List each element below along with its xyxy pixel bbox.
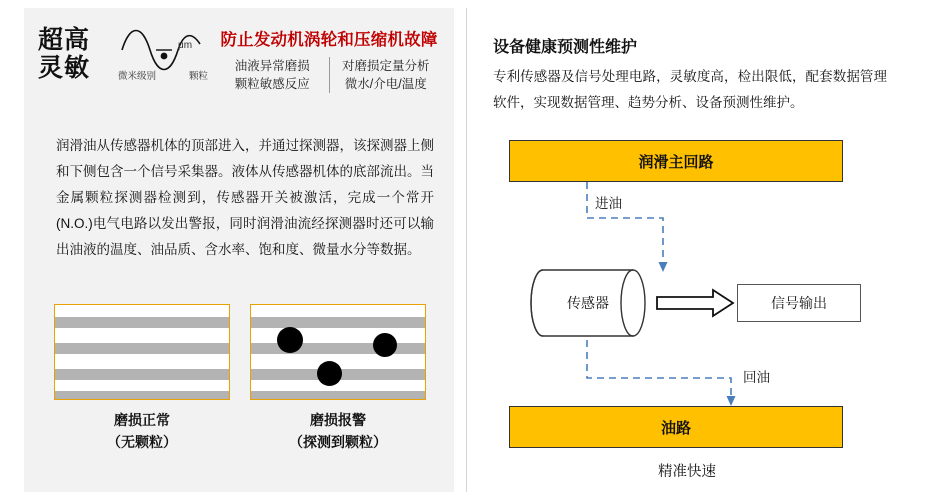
hyper-line-2: 灵敏 <box>38 54 91 82</box>
hyper-line-1: 超高 <box>38 26 91 54</box>
signal-arrow-icon <box>657 290 733 316</box>
oil-stripe <box>55 343 229 354</box>
oil-stripe <box>55 369 229 380</box>
oil-stripe <box>55 391 229 400</box>
wave-right-label: 颗粒 <box>188 71 208 82</box>
wear-particle-icon <box>373 333 397 357</box>
feature-item: 微水/介电/温度 <box>344 77 427 92</box>
wave-left-label: 微米级别 <box>118 71 157 82</box>
oil-stripe <box>251 317 425 328</box>
sine-wave-icon <box>120 30 206 70</box>
main-lubrication-circuit-box <box>509 140 843 182</box>
signal-output-label: 信号输出 <box>771 295 827 311</box>
wear-normal-sub: （无颗粒） <box>107 434 177 451</box>
main-circuit-label: 润滑主回路 <box>638 153 714 171</box>
wear-alarm-block <box>250 304 426 454</box>
left-header-text <box>210 26 442 93</box>
feature-item: 油液异常磨损 <box>234 59 310 73</box>
particle-dot-icon <box>161 53 168 60</box>
sensor-label: 传感器 <box>567 295 609 311</box>
feature-column-1 <box>216 57 330 93</box>
oil-circuit-box <box>509 406 843 448</box>
right-panel-title: 设备健康预测性维护 <box>493 39 638 56</box>
inlet-arrow-icon <box>659 262 668 272</box>
hyper-sensitive-title <box>38 26 116 82</box>
wear-alarm-image <box>250 304 426 400</box>
wear-particle-icon <box>317 361 342 386</box>
left-header <box>38 26 442 98</box>
red-headline: 防止发动机涡轮和压缩机故障 <box>220 31 438 49</box>
wear-alarm-title: 磨损报警 <box>310 412 366 428</box>
feature-column-2 <box>330 57 443 93</box>
inlet-label: 进油 <box>595 196 622 211</box>
feature-item: 对磨损定量分析 <box>341 59 430 73</box>
return-arrow-icon <box>727 396 736 406</box>
signal-output-box <box>737 284 861 322</box>
wear-normal-title: 磨损正常 <box>114 412 170 428</box>
sensor-cylinder <box>529 268 647 338</box>
left-panel <box>24 8 454 492</box>
feature-grid <box>216 57 442 93</box>
oil-stripe <box>251 391 425 400</box>
right-panel <box>466 8 907 492</box>
wear-normal-image <box>54 304 230 400</box>
wear-normal-block <box>54 304 230 454</box>
feature-item: 颗粒敏感反应 <box>234 77 310 92</box>
return-label: 回油 <box>743 370 770 385</box>
oil-stripe <box>55 317 229 328</box>
flow-diagram <box>467 126 907 492</box>
footer-note: 精准快速 <box>658 464 716 480</box>
oil-circuit-label: 油路 <box>660 419 691 437</box>
left-body-paragraph: 润滑油从传感器机体的顶部进入，并通过探测器，该探测器上侧和下侧包含一个信号采集器。液体从传感器机体的底部流出。当金属颗粒探测器检测到，传感器开关被激活，完成一个常开(N.O.)电气电路以发出警报，同时润滑油流经探测器时还可以输出油液的温度、油品质、含水率、饱和度、微量水分等数据。 <box>56 138 434 257</box>
micron-wave-graphic <box>116 26 210 82</box>
micron-unit-label: μm <box>178 40 193 51</box>
wear-particle-icon <box>277 327 303 353</box>
wear-comparison <box>54 304 426 454</box>
right-panel-description: 专利传感器及信号处理电路，灵敏度高，检出限低，配套数据管理软件，实现数据管理、趋势分析、设备预测性维护。 <box>493 69 887 111</box>
return-dashed-line <box>587 340 731 398</box>
wear-alarm-sub: （探测到颗粒） <box>289 434 387 451</box>
